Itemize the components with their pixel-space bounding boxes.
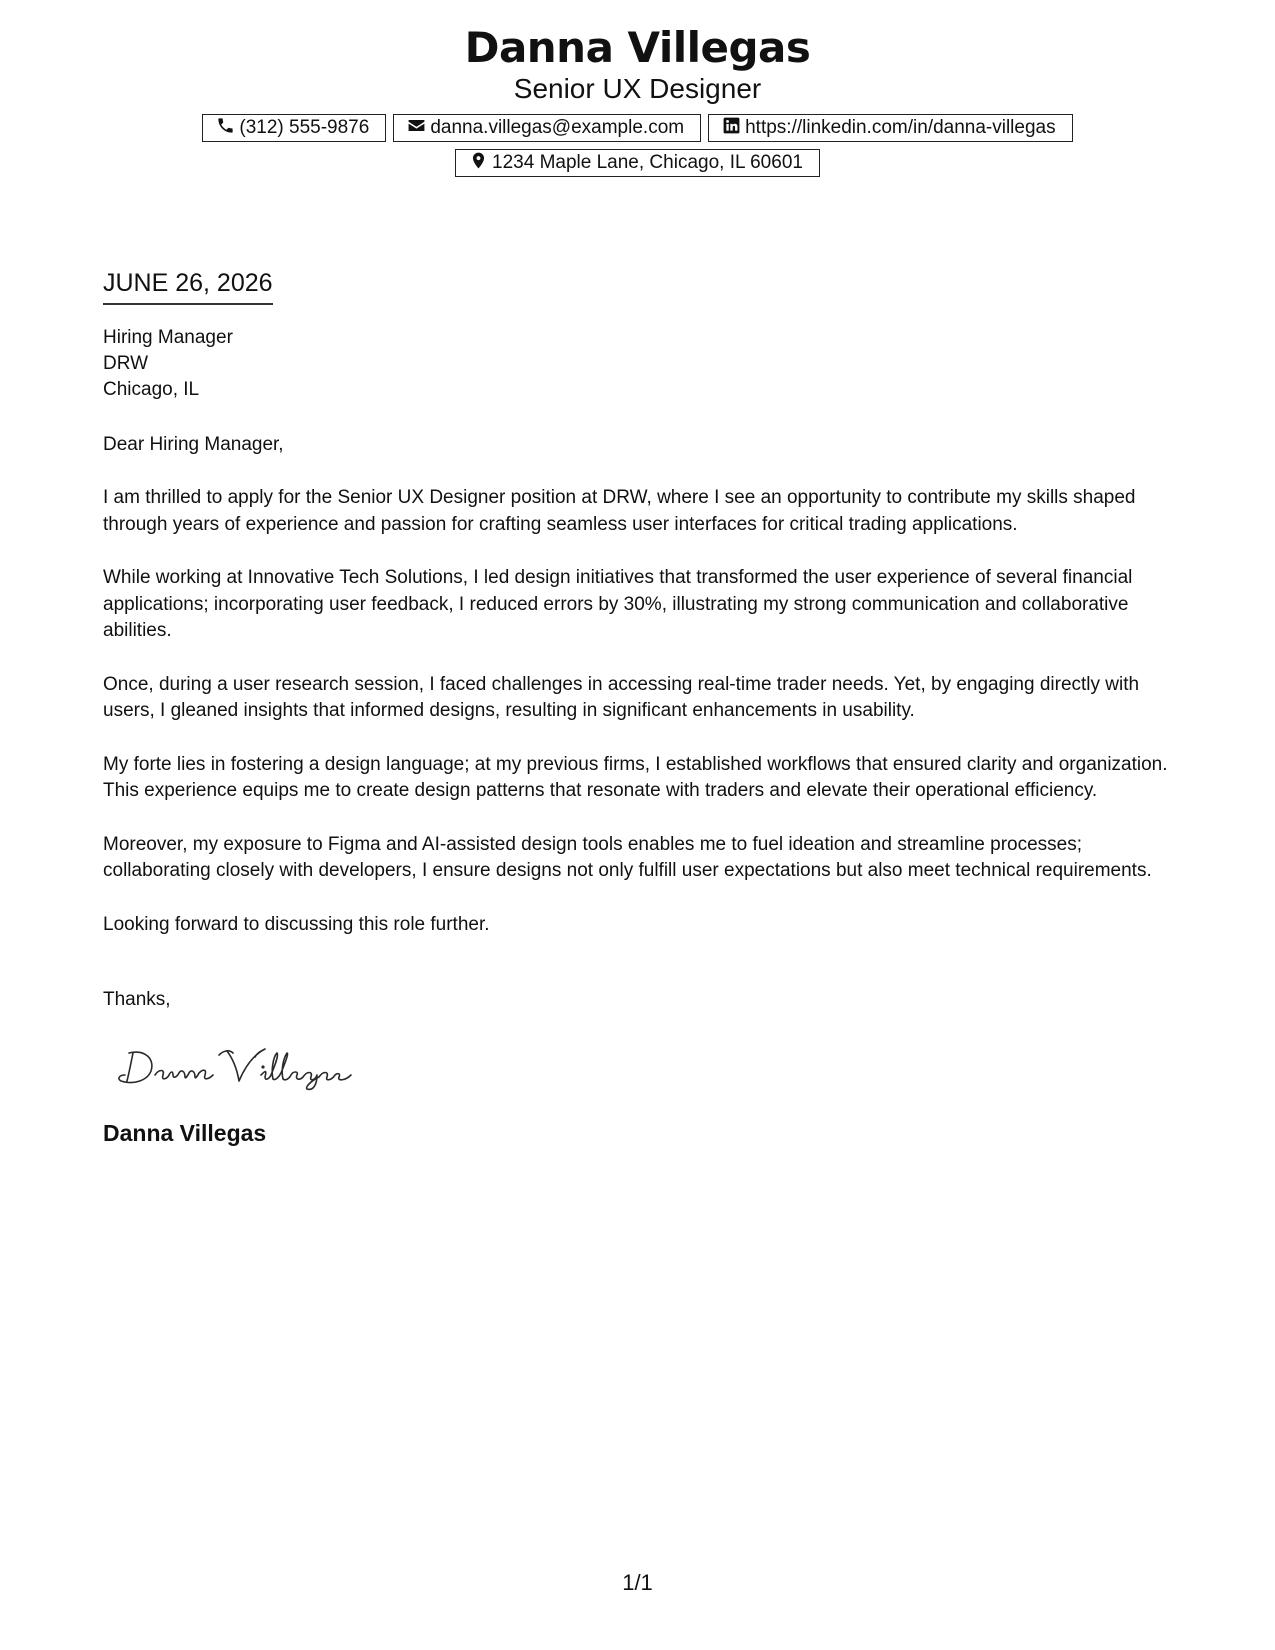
recipient-title: Hiring Manager <box>103 327 233 348</box>
phone-contact[interactable] <box>202 114 386 142</box>
applicant-name: Danna Villegas <box>464 23 811 72</box>
body-paragraph: I am thrilled to apply for the Senior UX Designer position at DRW, where I see an opportunity to contribute my skills shaped through years of experience and passion for crafting seamless user interfaces for critical trading applications. <box>103 487 1136 535</box>
recipient-company: DRW <box>103 353 149 374</box>
map-pin-icon <box>469 151 488 176</box>
address-text: 1234 Maple Lane, Chicago, IL 60601 <box>492 152 803 173</box>
contact-row <box>0 114 1275 142</box>
letter-body <box>103 268 1178 1147</box>
handwritten-signature <box>115 1041 355 1093</box>
closing: Thanks, <box>103 989 171 1010</box>
letter-date: JUNE 26, 2026 <box>103 268 273 305</box>
address-row <box>0 149 1275 177</box>
recipient-block <box>103 325 1178 403</box>
body-paragraph: Looking forward to discussing this role further. <box>103 913 490 935</box>
email-contact[interactable] <box>393 114 701 142</box>
job-title: Senior UX Designer <box>513 73 762 104</box>
envelope-icon <box>407 116 426 141</box>
linkedin-icon <box>722 116 741 141</box>
linkedin-contact[interactable] <box>708 114 1073 142</box>
email-text: danna.villegas@example.com <box>430 117 685 138</box>
phone-text: (312) 555-9876 <box>239 117 370 138</box>
salutation: Dear Hiring Manager, <box>103 434 284 455</box>
signer-name: Danna Villegas <box>103 1120 267 1146</box>
recipient-location: Chicago, IL <box>103 379 200 400</box>
body-paragraph: My forte lies in fostering a design language; at my previous firms, I established workflows that ensured clarity and organization. This experience equips me to create design patterns that resonate with traders and elevate their operational efficiency. <box>103 753 1168 801</box>
body-paragraph: Moreover, my exposure to Figma and AI-assisted design tools enables me to fuel ideation and streamline processes; collaborating closely with developers, I ensure designs not only fulfill user expectations but also meet technical requirements. <box>103 833 1152 881</box>
page-number: 1/1 <box>622 1570 653 1595</box>
letter-header <box>0 0 1275 177</box>
body-paragraph: While working at Innovative Tech Solutions, I led design initiatives that transformed the user experience of several financial applications; incorporating user feedback, I reduced errors by 30%, illustrating my strong communication and collaborative abilities. <box>103 567 1133 641</box>
linkedin-text: https://linkedin.com/in/danna-villegas <box>745 117 1056 138</box>
address-contact <box>455 149 820 177</box>
body-paragraph: Once, during a user research session, I faced challenges in accessing real-time trader needs. Yet, by engaging directly with users, I gleaned insights that informed designs, resulting in significant enhancements in usability. <box>103 673 1140 721</box>
phone-icon <box>216 116 235 141</box>
